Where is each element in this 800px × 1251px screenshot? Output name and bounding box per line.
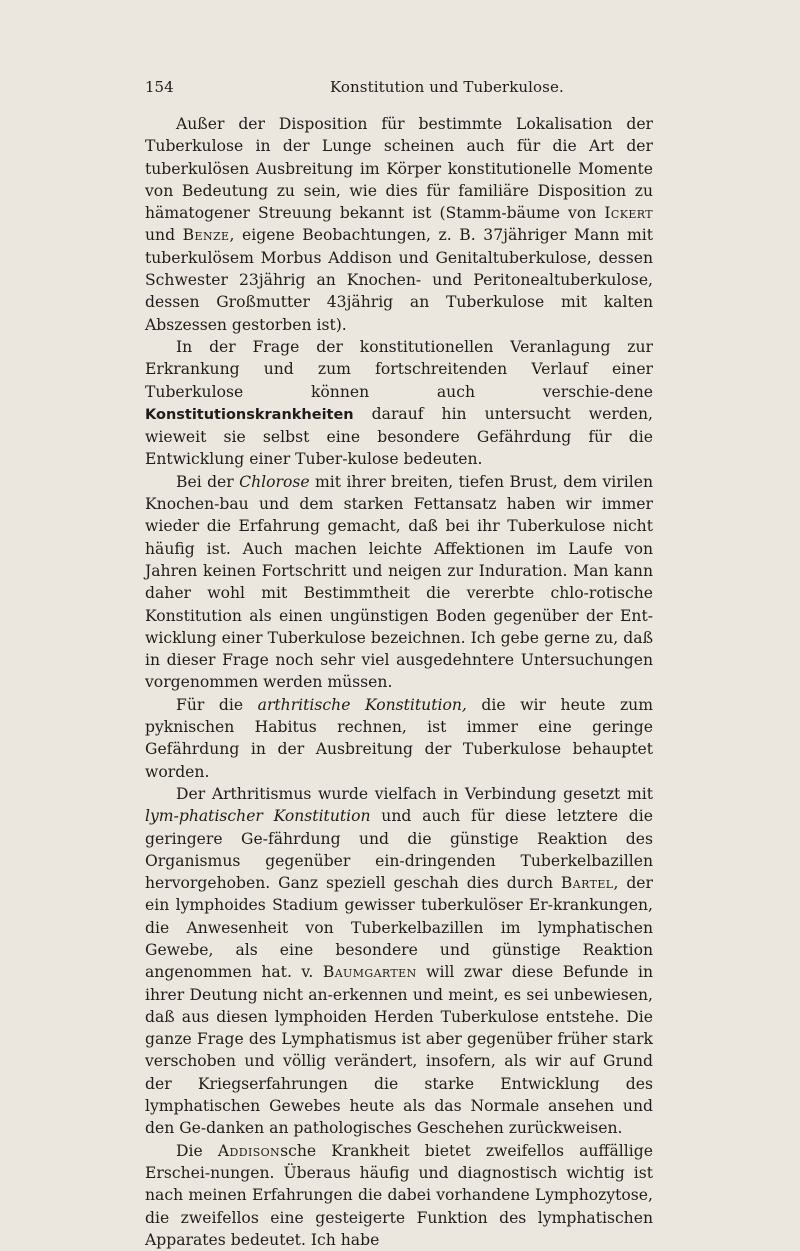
running-title: Konstitution und Tuberkulose. (330, 78, 564, 96)
paragraph (145, 783, 653, 1140)
author-name: Addison (217, 1141, 281, 1160)
text-segment: mit ihrer breiten, tiefen Brust, dem virilen Knochen-bau und dem starken Fettansatz haben wir immer wieder die Erfahrung gemacht, daß bei ihr Tuberkulose nicht häufig ist. Auch machen leichte Affektionen im Laufe von Jahren keinen Fortschritt und neigen zur Induration. Man kann daher wohl mit Bestimmtheit die vererbte chlo-rotische Konstitution als einen ungünstigen Boden gegenüber der Ent-wicklung einer Tuberkulose bezeichnen. Ich gebe gerne zu, daß in dieser Frage noch sehr viel ausgedehntere Untersuchungen vorgenommen werden müssen. (145, 472, 653, 692)
text-segment: In der Frage der konstitutionellen Veranlagung zur Erkrankung und zum fortschreitenden Verlauf einer Tuberkulose können auch verschie-dene (145, 337, 653, 401)
paragraph (145, 471, 653, 694)
paragraph (145, 694, 653, 783)
author-name: Benze (182, 226, 230, 245)
text-segment: und (145, 226, 183, 245)
emphasized-term: arthritische Konstitution, (257, 695, 467, 714)
emphasized-term: Chlorose (239, 472, 310, 491)
text-segment: Für die (176, 695, 258, 714)
text-segment: darauf hin untersucht werden, wieweit sie selbst eine besondere Gefährdung für die Entwicklung einer Tuber-kulose bedeuten. (145, 404, 653, 469)
bold-term: Konstitutionskrankheiten (145, 406, 354, 423)
paragraph (145, 113, 653, 336)
text-segment: Die (176, 1141, 218, 1160)
page-header (145, 78, 651, 100)
emphasized-term: lym-phatischer Konstitution (145, 807, 371, 826)
text-segment: sche Krankheit bietet zweifellos auffällige Erschei-nungen. Überaus häufig und diagnostisch wichtig ist nach meinen Erfahrungen die dabei vorhandene Lymphozytose, die zweifellos eine gesteigerte Funktion des lymphatischen Apparates bedeutet. Ich habe (145, 1141, 653, 1249)
body-text (145, 113, 653, 1251)
text-segment: , der ein lymphoides Stadium gewisser tuberkulöser Er-krankungen, die Anwesenheit von Tuberkelbazillen im lymphatischen Gewebe, als eine besondere und günstige Reaktion angenommen hat. v. (145, 874, 653, 982)
author-name: Bartel (560, 874, 614, 893)
text-segment: Der Arthritismus wurde vielfach in Verbindung gesetzt mit (176, 784, 653, 803)
author-name: Baumgarten (322, 963, 417, 982)
paragraph (145, 1140, 653, 1251)
text-segment: will zwar diese Befunde in ihrer Deutung nicht an-erkennen und meint, es sei unbewiesen, daß aus diesen lymphoiden Herden Tuberkulose entstehe. Die ganze Frage des Lymphatismus ist aber gegenüber früher stark verschoben und völlig verändert, insofern, als wir auf Grund der Kriegserfahrungen die starke Entwicklung des lymphatischen Gewebes heute als das Normale ansehen und den Ge-danken an pathologisches Geschehen zurückweisen. (145, 963, 653, 1138)
text-segment: und auch für diese letztere die geringere Ge-fährdung und die günstige Reaktion des Organismus gegenüber ein-dringenden Tuberkelbazillen hervorgehoben. Ganz speziell geschah dies durch (145, 807, 653, 893)
paragraph (145, 336, 653, 471)
text-segment: die wir heute zum pyknischen Habitus rechnen, ist immer eine geringe Gefährdung in der Ausbreitung der Tuberkulose behauptet worden. (145, 695, 653, 781)
text-segment: , eigene Beobachtungen, z. B. 37jähriger Mann mit tuberkulösem Morbus Addison und Genitaltuberkulose, dessen Schwester 23jährig an Knochen- und Peritonealtuberkulose, dessen Großmutter 43jährig an Tuberkulose mit kalten Abszessen gestorben ist). (145, 226, 653, 334)
text-segment: Außer der Disposition für bestimmte Lokalisation der Tuberkulose in der Lunge scheinen auch für die Art der tuberkulösen Ausbreitung im Körper konstitutionelle Momente von Bedeutung zu sein, wie dies für familiäre Disposition zu hämatogener Streuung bekannt ist (Stamm-bäume von (145, 115, 653, 223)
text-segment: Bei der (176, 472, 240, 491)
author-name: Ickert (604, 204, 653, 223)
page-number: 154 (145, 78, 174, 96)
